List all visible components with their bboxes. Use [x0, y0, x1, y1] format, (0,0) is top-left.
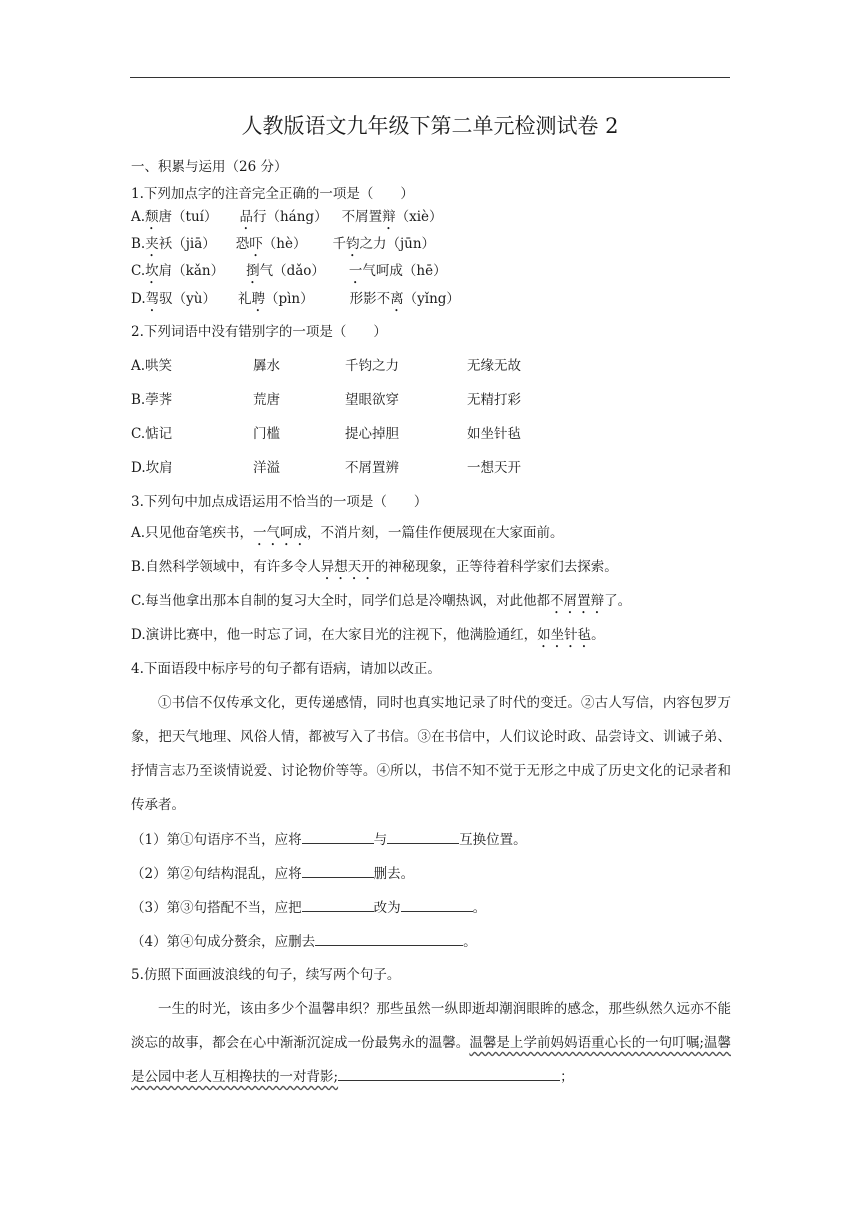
answer-blank[interactable]: [338, 1066, 560, 1081]
q4-sub-3: （3）第③句搭配不当，应把 改为 。: [131, 897, 486, 918]
section-heading: 一、积累与运用（26 分）: [131, 159, 288, 175]
answer-blank[interactable]: [387, 829, 459, 844]
q5-passage: 一生的时光，该由多少个温馨串织？那些虽然一纵即逝却潮润眼眸的感念，那些纵然久远亦不能淡忘的故事，都会在心中渐渐沉淀成一份最隽永的温馨。温馨是上学前妈妈语重心长的一句叮嘱;温馨是公园中老人互相搀扶的一对背影; ；: [131, 1001, 731, 1085]
q1-option-b: B.夹袄（jiā） 恐吓（hè） 千钧之力（jūn）: [131, 236, 436, 252]
q1-option-d: D.驾驭（yù） 礼聘（pìn） 形影不离（yǐng）: [131, 291, 460, 307]
q3-option-b: B.自然科学领域中，有许多令人异想天开的神秘现象，正等待着科学家们去探索。: [131, 559, 618, 575]
q2-row-c: C.惦记 门槛 提心掉胆 如坐针毡: [131, 426, 521, 442]
answer-blank[interactable]: [302, 863, 374, 878]
q1-stem: 1.下列加点字的注音完全正确的一项是（ ）: [131, 186, 414, 202]
q2-row-a: A.哄笑 羼水 千钧之力 无缘无故: [131, 358, 521, 374]
q5-stem: 5.仿照下面画波浪线的句子，续写两个句子。: [131, 967, 401, 983]
q3-option-a: A.只见他奋笔疾书，一气呵成，不消片刻，一篇佳作便展现在大家面前。: [131, 525, 564, 541]
q3-option-c: C.每当他拿出那本自制的复习大全时，同学们总是冷嘲热讽，对此他都不屑置辩了。: [131, 593, 632, 609]
q4-stem: 4.下面语段中标序号的句子都有语病，请加以改正。: [131, 661, 441, 677]
q2-row-d: D.坎肩 洋溢 不屑置辨 一想天开: [131, 460, 521, 476]
page-title: 人教版语文九年级下第二单元检测试卷 2: [241, 114, 619, 138]
answer-blank[interactable]: [302, 897, 374, 912]
header-rule: [130, 77, 730, 78]
q3-option-d: D.演讲比赛中，他一时忘了词，在大家目光的注视下，他满脸通红，如坐针毡。: [131, 627, 605, 643]
wavy-underlined-sentences: 温馨是上学前妈妈语重心长的一句叮嘱;温馨是公园中老人互相搀扶的一对背影;: [131, 1035, 731, 1085]
answer-blank[interactable]: [315, 931, 463, 946]
answer-blank[interactable]: [401, 897, 473, 912]
q4-sub-2: （2）第②句结构混乱，应将 删去。: [131, 863, 414, 884]
q1-option-a: A.颓唐（tuí） 品行（háng） 不屑置辩（xiè）: [131, 209, 443, 225]
q1-option-c: C.坎肩（kǎn） 捯气（dǎo） 一气呵成（hē）: [131, 263, 447, 279]
q4-sub-4: （4）第④句成分赘余，应删去 。: [131, 931, 477, 952]
q4-passage: ①书信不仅传承文化，更传递感情，同时也真实地记录了时代的变迁。②古人写信，内容包罗万象，把天气地理、风俗人情，都被写入了书信。③在书信中，人们议论时政、品尝诗文、训诫子弟、抒情言志乃至谈情说爱、讨论物价等等。④所以，书信不知不觉于无形之中成了历史文化的记录者和传承者。: [131, 695, 731, 813]
q3-stem: 3.下列句中加点成语运用不恰当的一项是（ ）: [131, 494, 428, 510]
answer-blank[interactable]: [302, 829, 374, 844]
q4-sub-1: （1）第①句语序不当，应将 与 互换位置。: [131, 829, 527, 850]
q2-row-b: B.荸荠 荒唐 望眼欲穿 无精打彩: [131, 392, 521, 408]
q2-stem: 2.下列词语中没有错别字的一项是（ ）: [131, 324, 387, 340]
